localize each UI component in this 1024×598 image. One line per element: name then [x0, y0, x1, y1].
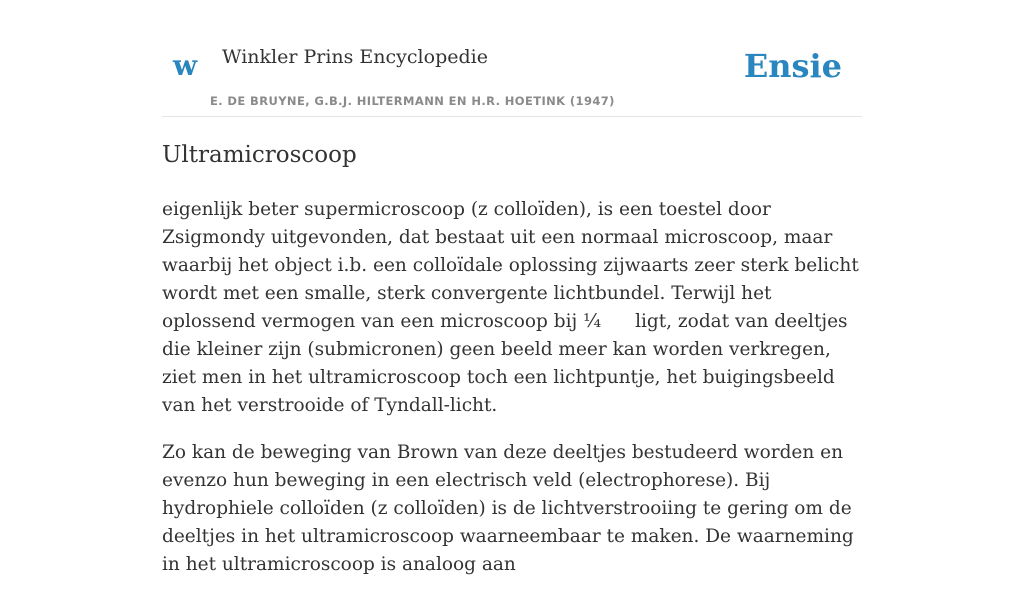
article [162, 138, 862, 598]
article-paragraph: Zo kan de beweging van Brown van deze deeltjes bestudeerd worden en evenzo hun beweging in een electrisch veld (electrophorese). Bij hydrophiele colloïden (z colloïden) is de lichtverstrooiing te gering om de deeltjes in het ultramicroscoop waarneembaar te maken. De waarneming in het ultramicroscoop is analoog aan [162, 442, 854, 575]
article-title: Ultramicroscoop [162, 142, 357, 168]
source-title[interactable]: Winkler Prins Encyclopedie [222, 46, 488, 68]
paragraph-text: ligt, zodat van deeltjes die kleiner zijn (submicronen) geen beeld meer kan worden verkregen, ziet men in het ultramicroscoop toch een lichtpuntje, het buigingsbeeld van het verstrooide of Tyndall-licht. [162, 311, 848, 416]
source-authors: E. DE BRUYNE, G.B.J. HILTERMANN EN H.R. HOETINK (1947) [210, 94, 615, 108]
site-header [162, 0, 862, 117]
paragraph-text: eigenlijk beter supermicroscoop (z colloïden), is een toestel door Zsigmondy uitgevonden, dat bestaat uit een normaal microscoop, maar waarbij het object i.b. een colloïdale oplossing zijwaarts zeer sterk belicht wordt met een smalle, sterk convergente lichtbundel. Terwijl het oplossend vermogen van een microscoop bij ¼ [162, 199, 859, 332]
article-paragraph [162, 196, 862, 420]
source-logo[interactable]: w [173, 49, 198, 82]
brand-logo[interactable]: Ensie [743, 47, 842, 85]
